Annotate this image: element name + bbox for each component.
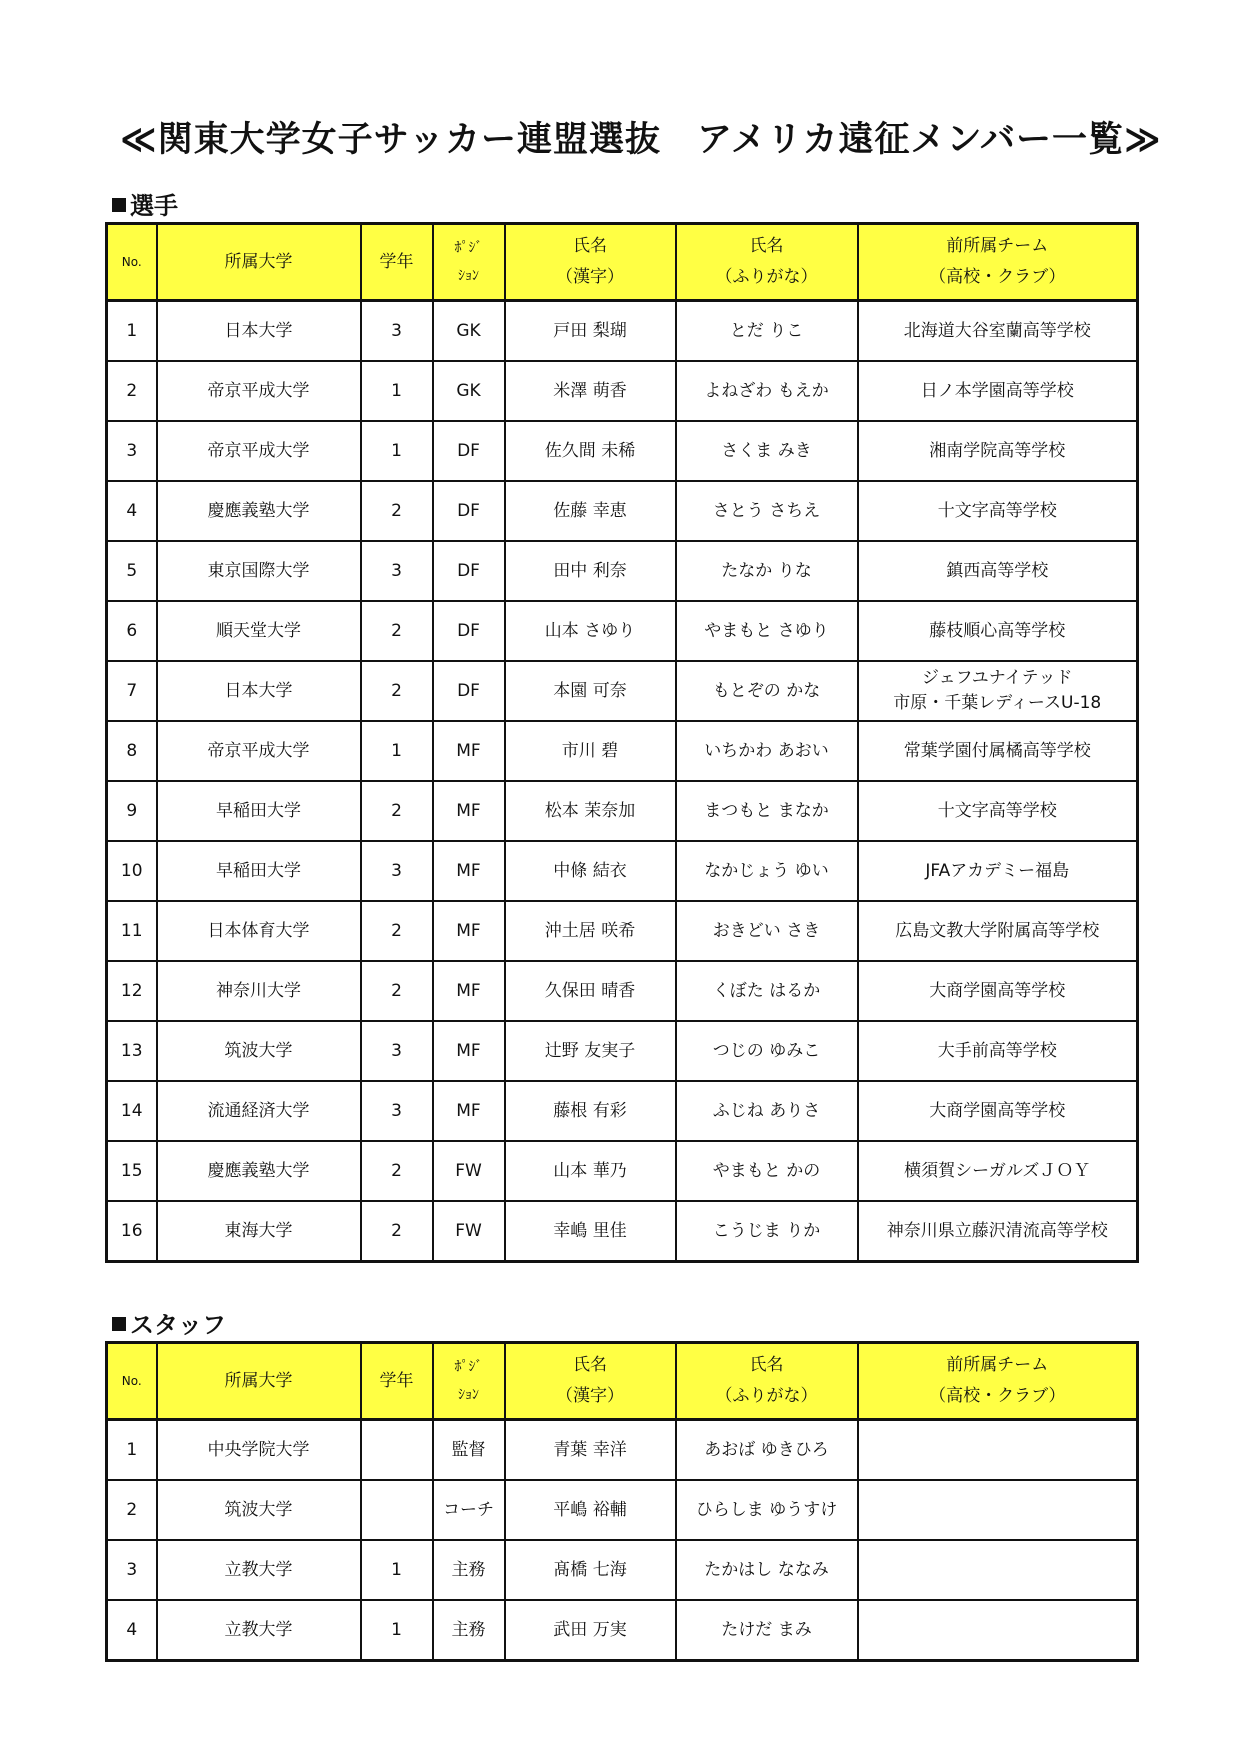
cell-position: 主務: [433, 1540, 505, 1600]
cell-position: DF: [433, 421, 505, 481]
header-name-kanji: 氏名 （漢字）: [505, 1343, 676, 1420]
header-no: No.: [107, 1343, 157, 1420]
cell-name-kana: さくま みき: [676, 421, 858, 481]
table-header-row: [107, 1343, 1138, 1420]
cell-university: 筑波大学: [157, 1021, 361, 1081]
cell-university: 東京国際大学: [157, 541, 361, 601]
cell-prev-team: 神奈川県立藤沢清流高等学校: [858, 1201, 1138, 1262]
cell-no: 11: [107, 901, 157, 961]
table-row: [107, 541, 1138, 601]
cell-name-kanji: 米澤 萌香: [505, 361, 676, 421]
cell-university: 立教大学: [157, 1600, 361, 1661]
cell-name-kana: たけだ まみ: [676, 1600, 858, 1661]
cell-university: 帝京平成大学: [157, 421, 361, 481]
cell-name-kana: ひらしま ゆうすけ: [676, 1480, 858, 1540]
cell-name-kanji: 戸田 梨瑚: [505, 301, 676, 362]
cell-position: GK: [433, 361, 505, 421]
cell-no: 15: [107, 1141, 157, 1201]
cell-name-kanji: 藤根 有彩: [505, 1081, 676, 1141]
cell-grade: 3: [361, 301, 433, 362]
table-row: [107, 421, 1138, 481]
table-row: [107, 901, 1138, 961]
cell-name-kana: くぼた はるか: [676, 961, 858, 1021]
cell-prev-team: 鎮西高等学校: [858, 541, 1138, 601]
header-prev-team: 前所属チーム （高校・クラブ）: [858, 1343, 1138, 1420]
table-row: [107, 1420, 1138, 1481]
cell-no: 6: [107, 601, 157, 661]
header-name-kanji: 氏名 （漢字）: [505, 224, 676, 301]
header-name-kana: 氏名 （ふりがな）: [676, 1343, 858, 1420]
cell-position: MF: [433, 961, 505, 1021]
cell-name-kanji: 中條 結衣: [505, 841, 676, 901]
header-name-kana: 氏名 （ふりがな）: [676, 224, 858, 301]
cell-grade: 3: [361, 841, 433, 901]
header-no: No.: [107, 224, 157, 301]
cell-university: 日本大学: [157, 661, 361, 721]
cell-prev-team: [858, 1600, 1138, 1661]
header-grade: 学年: [361, 224, 433, 301]
cell-grade: [361, 1480, 433, 1540]
cell-name-kana: さとう さちえ: [676, 481, 858, 541]
cell-university: 日本体育大学: [157, 901, 361, 961]
staff-section-label: スタッフ: [130, 1311, 226, 1339]
cell-no: 4: [107, 481, 157, 541]
cell-grade: 2: [361, 901, 433, 961]
cell-name-kana: なかじょう ゆい: [676, 841, 858, 901]
cell-prev-team: 大商学園高等学校: [858, 1081, 1138, 1141]
cell-name-kanji: 青葉 幸洋: [505, 1420, 676, 1481]
cell-name-kanji: 山本 さゆり: [505, 601, 676, 661]
cell-no: 10: [107, 841, 157, 901]
cell-grade: 2: [361, 781, 433, 841]
cell-name-kanji: 武田 万実: [505, 1600, 676, 1661]
cell-position: DF: [433, 661, 505, 721]
cell-prev-team: [858, 1540, 1138, 1600]
cell-name-kana: もとぞの かな: [676, 661, 858, 721]
cell-no: 2: [107, 361, 157, 421]
cell-university: 中央学院大学: [157, 1420, 361, 1481]
cell-name-kana: やまもと かの: [676, 1141, 858, 1201]
table-row: [107, 961, 1138, 1021]
cell-no: 2: [107, 1480, 157, 1540]
cell-prev-team: ジェフユナイテッド 市原・千葉レディースU-18: [858, 661, 1138, 721]
header-grade: 学年: [361, 1343, 433, 1420]
header-prev-team: 前所属チーム （高校・クラブ）: [858, 224, 1138, 301]
cell-grade: [361, 1420, 433, 1481]
cell-prev-team: JFAアカデミー福島: [858, 841, 1138, 901]
cell-no: 8: [107, 721, 157, 781]
cell-position: MF: [433, 721, 505, 781]
cell-name-kanji: 田中 利奈: [505, 541, 676, 601]
table-row: [107, 601, 1138, 661]
cell-name-kana: こうじま りか: [676, 1201, 858, 1262]
cell-no: 14: [107, 1081, 157, 1141]
cell-position: FW: [433, 1141, 505, 1201]
staff-table: [105, 1341, 1139, 1662]
cell-prev-team: 十文字高等学校: [858, 481, 1138, 541]
cell-no: 3: [107, 1540, 157, 1600]
cell-prev-team: 日ノ本学園高等学校: [858, 361, 1138, 421]
cell-name-kanji: 松本 茉奈加: [505, 781, 676, 841]
cell-name-kana: おきどい さき: [676, 901, 858, 961]
staff-section-heading: [112, 1305, 226, 1340]
cell-grade: 3: [361, 541, 433, 601]
table-row: [107, 1081, 1138, 1141]
cell-position: FW: [433, 1201, 505, 1262]
cell-name-kanji: 山本 華乃: [505, 1141, 676, 1201]
cell-university: 早稲田大学: [157, 781, 361, 841]
table-row: [107, 721, 1138, 781]
cell-grade: 1: [361, 721, 433, 781]
cell-name-kanji: 辻野 友実子: [505, 1021, 676, 1081]
cell-university: 日本大学: [157, 301, 361, 362]
cell-position: MF: [433, 901, 505, 961]
table-row: [107, 1021, 1138, 1081]
table-row: [107, 1141, 1138, 1201]
header-university: 所属大学: [157, 224, 361, 301]
cell-grade: 1: [361, 1600, 433, 1661]
table-row: [107, 1201, 1138, 1262]
header-university: 所属大学: [157, 1343, 361, 1420]
cell-grade: 2: [361, 661, 433, 721]
square-bullet-icon: [112, 1317, 126, 1331]
cell-no: 13: [107, 1021, 157, 1081]
cell-prev-team: 常葉学園付属橘高等学校: [858, 721, 1138, 781]
cell-name-kana: つじの ゆみこ: [676, 1021, 858, 1081]
cell-prev-team: 広島文教大学附属高等学校: [858, 901, 1138, 961]
table-row: [107, 361, 1138, 421]
cell-position: MF: [433, 1081, 505, 1141]
cell-name-kanji: 髙橋 七海: [505, 1540, 676, 1600]
cell-grade: 3: [361, 1021, 433, 1081]
cell-name-kanji: 平嶋 裕輔: [505, 1480, 676, 1540]
cell-position: DF: [433, 601, 505, 661]
players-table: [105, 222, 1139, 1263]
table-row: [107, 301, 1138, 362]
cell-name-kanji: 沖土居 咲希: [505, 901, 676, 961]
table-row: [107, 1600, 1138, 1661]
cell-prev-team: 湘南学院高等学校: [858, 421, 1138, 481]
cell-prev-team: 横須賀シーガルズＪＯＹ: [858, 1141, 1138, 1201]
cell-name-kanji: 市川 碧: [505, 721, 676, 781]
header-position: ﾎﾟｼﾞ ｼｮﾝ: [433, 1343, 505, 1420]
cell-no: 12: [107, 961, 157, 1021]
cell-position: DF: [433, 481, 505, 541]
cell-position: MF: [433, 781, 505, 841]
cell-grade: 2: [361, 1201, 433, 1262]
cell-prev-team: 大商学園高等学校: [858, 961, 1138, 1021]
cell-no: 1: [107, 1420, 157, 1481]
players-section-label: 選手: [130, 192, 178, 220]
cell-name-kana: まつもと まなか: [676, 781, 858, 841]
cell-university: 流通経済大学: [157, 1081, 361, 1141]
cell-grade: 3: [361, 1081, 433, 1141]
cell-grade: 1: [361, 361, 433, 421]
cell-university: 帝京平成大学: [157, 721, 361, 781]
cell-name-kanji: 佐藤 幸恵: [505, 481, 676, 541]
cell-no: 3: [107, 421, 157, 481]
cell-prev-team: [858, 1420, 1138, 1481]
cell-name-kana: たかはし ななみ: [676, 1540, 858, 1600]
cell-name-kana: ふじね ありさ: [676, 1081, 858, 1141]
cell-grade: 2: [361, 601, 433, 661]
cell-university: 神奈川大学: [157, 961, 361, 1021]
cell-grade: 2: [361, 481, 433, 541]
cell-name-kana: やまもと さゆり: [676, 601, 858, 661]
cell-name-kana: たなか りな: [676, 541, 858, 601]
header-position: ﾎﾟｼﾞ ｼｮﾝ: [433, 224, 505, 301]
table-header-row: [107, 224, 1138, 301]
cell-name-kanji: 幸嶋 里佳: [505, 1201, 676, 1262]
cell-prev-team: 大手前高等学校: [858, 1021, 1138, 1081]
cell-position: DF: [433, 541, 505, 601]
cell-grade: 1: [361, 1540, 433, 1600]
cell-position: 主務: [433, 1600, 505, 1661]
cell-name-kana: あおば ゆきひろ: [676, 1420, 858, 1481]
cell-university: 慶應義塾大学: [157, 1141, 361, 1201]
cell-university: 順天堂大学: [157, 601, 361, 661]
cell-university: 立教大学: [157, 1540, 361, 1600]
cell-no: 5: [107, 541, 157, 601]
cell-no: 9: [107, 781, 157, 841]
players-section-heading: [112, 186, 178, 221]
cell-university: 慶應義塾大学: [157, 481, 361, 541]
cell-position: MF: [433, 1021, 505, 1081]
cell-prev-team: [858, 1480, 1138, 1540]
cell-position: 監督: [433, 1420, 505, 1481]
cell-name-kanji: 本園 可奈: [505, 661, 676, 721]
cell-no: 16: [107, 1201, 157, 1262]
page-title: ≪関東大学女子サッカー連盟選抜 アメリカ遠征メンバー一覧≫: [120, 120, 1162, 160]
cell-position: コーチ: [433, 1480, 505, 1540]
cell-grade: 2: [361, 961, 433, 1021]
cell-position: GK: [433, 301, 505, 362]
cell-prev-team: 藤枝順心高等学校: [858, 601, 1138, 661]
table-row: [107, 481, 1138, 541]
cell-no: 4: [107, 1600, 157, 1661]
table-row: [107, 1480, 1138, 1540]
cell-university: 帝京平成大学: [157, 361, 361, 421]
cell-grade: 1: [361, 421, 433, 481]
table-row: [107, 841, 1138, 901]
cell-prev-team: 北海道大谷室蘭高等学校: [858, 301, 1138, 362]
cell-name-kana: とだ りこ: [676, 301, 858, 362]
cell-no: 1: [107, 301, 157, 362]
table-row: [107, 781, 1138, 841]
cell-name-kanji: 久保田 晴香: [505, 961, 676, 1021]
cell-position: MF: [433, 841, 505, 901]
cell-university: 東海大学: [157, 1201, 361, 1262]
cell-name-kana: よねざわ もえか: [676, 361, 858, 421]
table-row: [107, 661, 1138, 721]
cell-prev-team: 十文字高等学校: [858, 781, 1138, 841]
cell-no: 7: [107, 661, 157, 721]
table-row: [107, 1540, 1138, 1600]
cell-grade: 2: [361, 1141, 433, 1201]
cell-university: 早稲田大学: [157, 841, 361, 901]
cell-university: 筑波大学: [157, 1480, 361, 1540]
cell-name-kanji: 佐久間 未稀: [505, 421, 676, 481]
cell-name-kana: いちかわ あおい: [676, 721, 858, 781]
square-bullet-icon: [112, 198, 126, 212]
